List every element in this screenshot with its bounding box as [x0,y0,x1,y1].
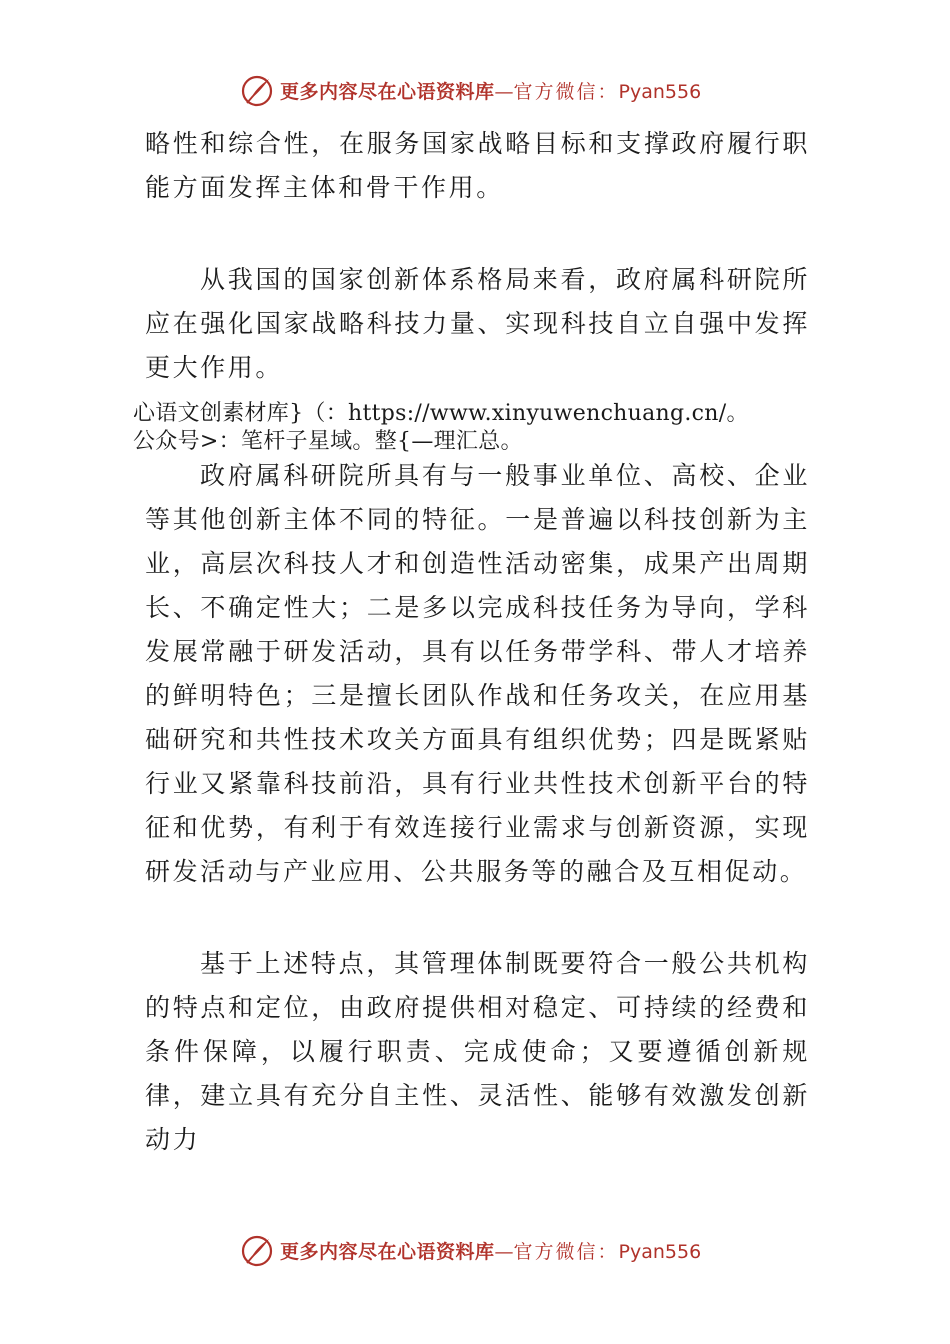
feather-quill-icon [240,1234,274,1268]
footer-watermark-banner [0,1232,950,1272]
banner-main-text: 更多内容尽在心语资料库 [280,81,495,103]
banner-wechat-id: Pyan556 [618,81,702,103]
paragraph-1: 略性和综合性，在服务国家战略目标和支撑政府履行职能方面发挥主体和骨干作用。 [145,129,810,202]
banner-separator: — [494,1241,514,1263]
banner-wechat-label: 官方微信： [513,81,619,103]
inserted-source-line-2: 公众号>：笔杆子星域。整{—理汇总。 [133,429,523,454]
inserted-source-line-1: 心语文创素材库}（：https://www.xinyuwenchuang.cn/。 [133,401,749,426]
feather-quill-icon [240,74,274,108]
header-watermark-banner [0,72,950,112]
paragraph-4: 基于上述特点，其管理体制既要符合一般公共机构的特点和定位，由政府提供相对稳定、可持续的经费和条件保障，以履行职责、完成使命；又要遵循创新规律，建立具有充分自主性、灵活性、能够有效激发创新动力 [145,949,810,1154]
banner-wechat-id: Pyan556 [618,1241,702,1263]
banner-main-text: 更多内容尽在心语资料库 [280,1241,495,1263]
footer-banner-text [280,1238,701,1266]
header-banner-text [280,78,701,106]
paragraph-3: 政府属科研院所具有与一般事业单位、高校、企业等其他创新主体不同的特征。一是普遍以科技创新为主业，高层次科技人才和创造性活动密集，成果产出周期长、不确定性大；二是多以完成科技任务为导向，学科发展常融于研发活动，具有以任务带学科、带人才培养的鲜明特色；三是擅长团队作战和任务攻关，在应用基础研究和共性技术攻关方面具有组织优势；四是既紧贴行业又紧靠科技前沿，具有行业共性技术创新平台的特征和优势，有利于有效连接行业需求与创新资源，实现研发活动与产业应用、公共服务等的融合及互相促动。 [145,461,810,886]
banner-wechat-label: 官方微信： [513,1241,619,1263]
paragraph-2: 从我国的国家创新体系格局来看，政府属科研院所应在强化国家战略科技力量、实现科技自立自强中发挥更大作用。 [145,265,810,382]
banner-separator: — [494,81,514,103]
